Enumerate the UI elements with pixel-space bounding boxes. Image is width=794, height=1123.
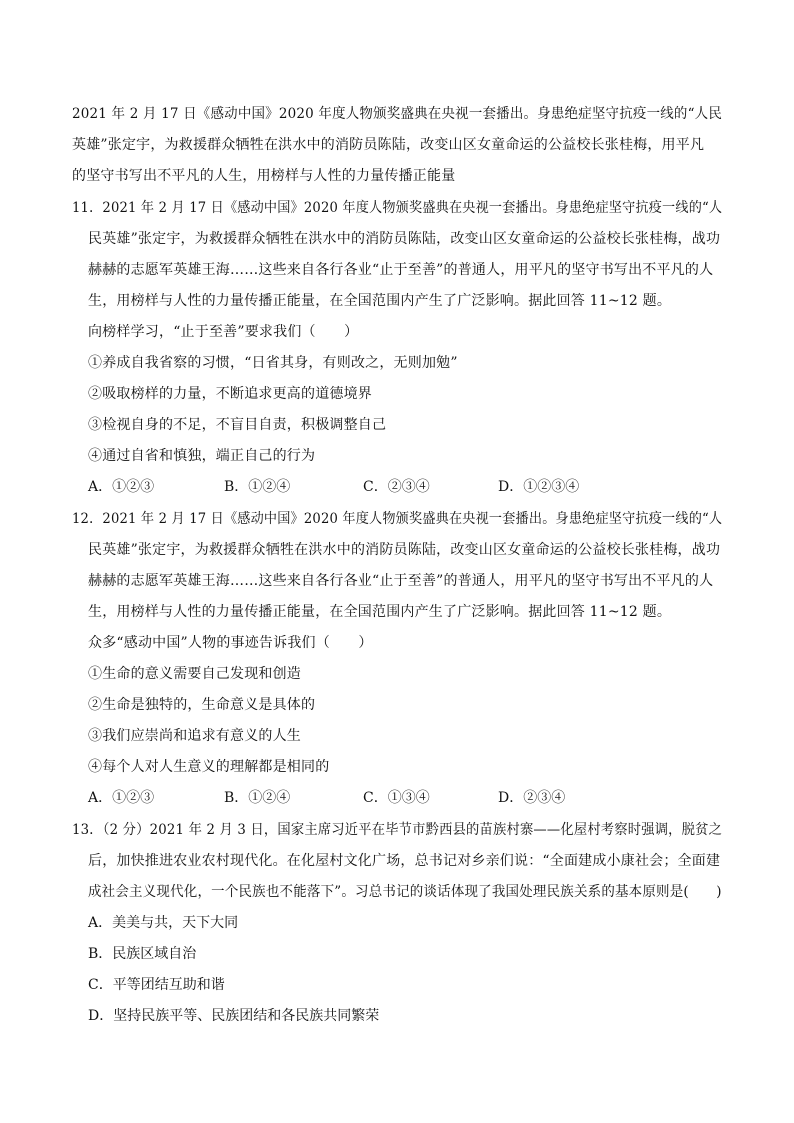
- q11-stem-line: 赫赫的志愿军英雄王海……这些来自各行各业“止于至善”的普通人，用平凡的坚守书写出不平凡的人: [88, 262, 714, 278]
- q12-question: 众多“感动中国”人物的事迹告诉我们（ ）: [88, 635, 373, 651]
- q11-option-b[interactable]: B．①②④: [224, 479, 291, 495]
- q12-statement: ②生命是独特的，生命意义是具体的: [88, 697, 316, 713]
- q12-statement: ④每个人对人生意义的理解都是相同的: [88, 759, 330, 775]
- q13-option-a[interactable]: A．美美与共，天下大同: [88, 915, 239, 931]
- q12-option-d[interactable]: D．②③④: [498, 790, 566, 806]
- q13-option-d[interactable]: D．坚持民族平等、民族团结和各民族共同繁荣: [88, 1008, 380, 1024]
- q13-option-c[interactable]: C．平等团结互助和谐: [88, 977, 225, 993]
- q13-option-b[interactable]: B．民族区域自治: [88, 946, 197, 962]
- intro-line: 的坚守书写出不平凡的人生，用榜样与人性的力量传播正能量: [72, 168, 456, 184]
- q11-option-d[interactable]: D．①②③④: [498, 479, 580, 495]
- q11-stem-line: 生，用榜样与人性的力量传播正能量，在全国范围内产生了广泛影响。据此回答 11~12 题。: [88, 293, 672, 309]
- q11-question: 向榜样学习，“止于至善”要求我们（ ）: [88, 324, 359, 340]
- q13-stem-line: 成社会主义现代化，一个民族也不能落下”。习总书记的谈话体现了我国处理民族关系的基本原则是( ): [88, 884, 722, 900]
- q11-statement: ④通过自省和慎独，端正自己的行为: [88, 448, 316, 464]
- q11-statement: ②吸取榜样的力量，不断追求更高的道德境界: [88, 386, 372, 402]
- q11-option-a[interactable]: A．①②③: [88, 479, 155, 495]
- q12-option-c[interactable]: C．①③④: [363, 790, 430, 806]
- q12-option-a[interactable]: A．①②③: [88, 790, 155, 806]
- intro-line: 英雄”张定宇，为救援群众牺牲在洪水中的消防员陈陆，改变山区女童命运的公益校长张桂梅，用平凡: [72, 137, 705, 153]
- q12-stem-line: 生，用榜样与人性的力量传播正能量，在全国范围内产生了广泛影响。据此回答 11~12 题。: [88, 604, 672, 620]
- q11-option-c[interactable]: C．②③④: [363, 479, 430, 495]
- q11-statement: ①养成自我省察的习惯，“日省其身，有则改之，无则加勉”: [88, 355, 458, 371]
- q12-stem-line: 民英雄”张定宇，为救援群众牺牲在洪水中的消防员陈陆，改变山区女童命运的公益校长张桂梅，战功: [88, 542, 721, 558]
- q11-statement: ③检视自身的不足，不盲目自责，积极调整自己: [88, 417, 387, 433]
- intro-line: 2021 年 2 月 17 日《感动中国》2020 年度人物颁奖盛典在央视一套播出。身患绝症坚守抗疫一线的“人民: [72, 106, 723, 122]
- q12-stem-line: 赫赫的志愿军英雄王海……这些来自各行各业“止于至善”的普通人，用平凡的坚守书写出不平凡的人: [88, 573, 714, 589]
- q12-option-b[interactable]: B．①②④: [224, 790, 291, 806]
- q13-stem-line: 13．（2 分）2021 年 2 月 3 日，国家主席习近平在毕节市黔西县的苗族村寨——化屋村考察时强调，脱贫之: [72, 822, 723, 838]
- q12-stem-line: 12．2021 年 2 月 17 日《感动中国》2020 年度人物颁奖盛典在央视一套播出。身患绝症坚守抗疫一线的“人: [72, 511, 723, 527]
- q12-statement: ①生命的意义需要自己发现和创造: [88, 666, 301, 682]
- q11-stem-line: 民英雄”张定宇，为救援群众牺牲在洪水中的消防员陈陆，改变山区女童命运的公益校长张桂梅，战功: [88, 231, 721, 247]
- q13-stem-line: 后，加快推进农业农村现代化。在化屋村文化广场，总书记对乡亲们说：“全面建成小康社会；全面建: [88, 853, 721, 869]
- q12-statement: ③我们应崇尚和追求有意义的人生: [88, 728, 301, 744]
- q11-stem-line: 11．2021 年 2 月 17 日《感动中国》2020 年度人物颁奖盛典在央视一套播出。身患绝症坚守抗疫一线的“人: [72, 200, 723, 216]
